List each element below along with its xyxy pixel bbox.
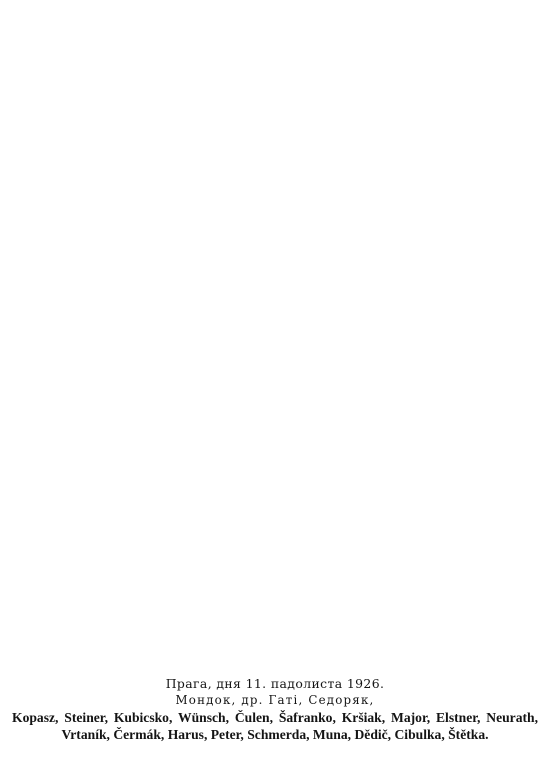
document-footer <box>12 676 538 768</box>
signers-main: Мондок, др. Гаті, Седоряк, <box>175 693 375 707</box>
dateline: Прага, дня 11. падолиста 1926. <box>165 676 385 691</box>
right-column <box>278 6 538 679</box>
text-columns <box>12 6 538 679</box>
left-column <box>12 6 272 679</box>
signers-list: Kopasz, Steiner, Kubicsko, Wünsch, Čulen, Šafranko, Kršiak, Major, Elstner, Neurath, Vrtaník, Čermák, Harus, Peter, Schmerda, Muna, Dědič, Cibulka, Štětka. <box>12 710 538 742</box>
